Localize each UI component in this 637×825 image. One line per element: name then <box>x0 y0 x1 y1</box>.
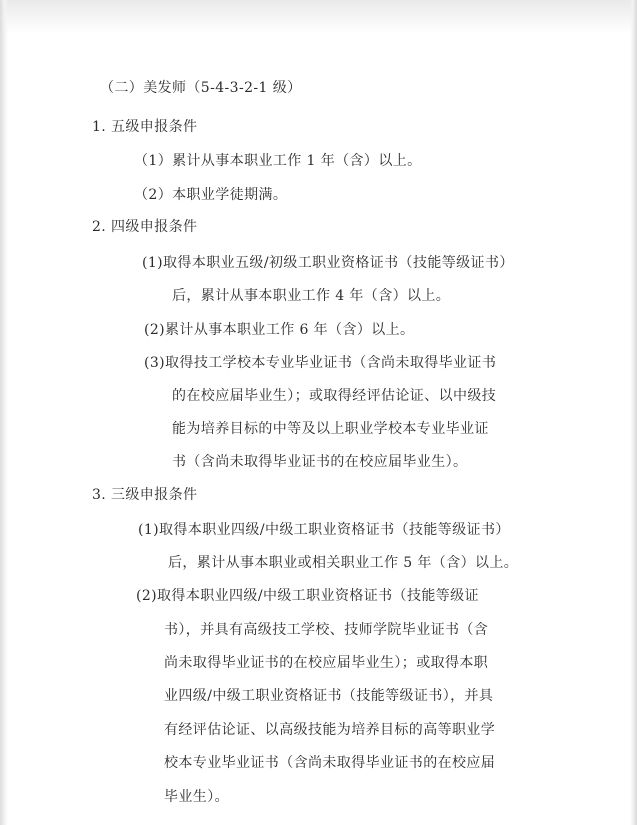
level4-item-3-line-4: 书（含尚未取得毕业证书的在校应届毕业生）。 <box>172 454 468 470</box>
level3-item-2-line-6: 校本专业毕业证书（含尚未取得毕业证书的在校应届 <box>164 755 496 771</box>
level3-item-2-line-3: 尚未取得毕业证书的在校应届毕业生）；或取得本职 <box>164 655 489 671</box>
level3-item-1-line-2: 后，累计从事本职业或相关职业工作 5 年（含）以上。 <box>168 555 519 571</box>
level3-item-1-line-1: (1)取得本职业四级/中级工职业资格证书（技能等级证书） <box>138 522 510 538</box>
scan-shadow-top <box>0 0 637 34</box>
level4-heading: 2. 四级申报条件 <box>92 219 198 235</box>
level4-item-3-line-1: (3)取得技工学校本专业毕业证书（含尚未取得毕业证书 <box>144 355 497 371</box>
scan-shadow-left <box>0 0 8 825</box>
level4-item-1-line-1: (1)取得本职业五级/初级工职业资格证书（技能等级证书） <box>142 255 514 271</box>
level5-item-2: （2）本职业学徒期满。 <box>134 187 288 203</box>
scan-shadow-right <box>630 0 637 825</box>
level3-item-2-line-7: 毕业生）。 <box>164 789 229 805</box>
level4-item-3-line-3: 能为培养目标的中等及以上职业学校本专业毕业证 <box>172 421 489 437</box>
level4-item-1-line-2: 后，累计从事本职业工作 4 年（含）以上。 <box>172 288 451 304</box>
level3-item-2-line-2: 书），并具有高级技工学校、技师学院毕业证书（含 <box>164 622 489 638</box>
level4-item-2-line-1: (2)累计从事本职业工作 6 年（含）以上。 <box>144 322 415 338</box>
level3-heading: 3. 三级申报条件 <box>92 487 198 503</box>
level3-item-2-line-5: 有经评估论证、以高级技能为培养目标的高等职业学 <box>164 722 496 738</box>
level5-item-1: （1）累计从事本职业工作 1 年（含）以上。 <box>134 153 422 169</box>
section-title: （二）美发师（5-4-3-2-1 级） <box>100 80 302 96</box>
level3-item-2-line-4: 业四级/中级工职业资格证书（技能等级证书），并具 <box>164 688 494 704</box>
level3-item-2-line-1: (2)取得本职业四级/中级工职业资格证书（技能等级证 <box>136 588 479 604</box>
level5-heading: 1. 五级申报条件 <box>92 119 198 135</box>
level4-item-3-line-2: 的在校应届毕业生）；或取得经评估论证、以中级技 <box>172 388 497 404</box>
